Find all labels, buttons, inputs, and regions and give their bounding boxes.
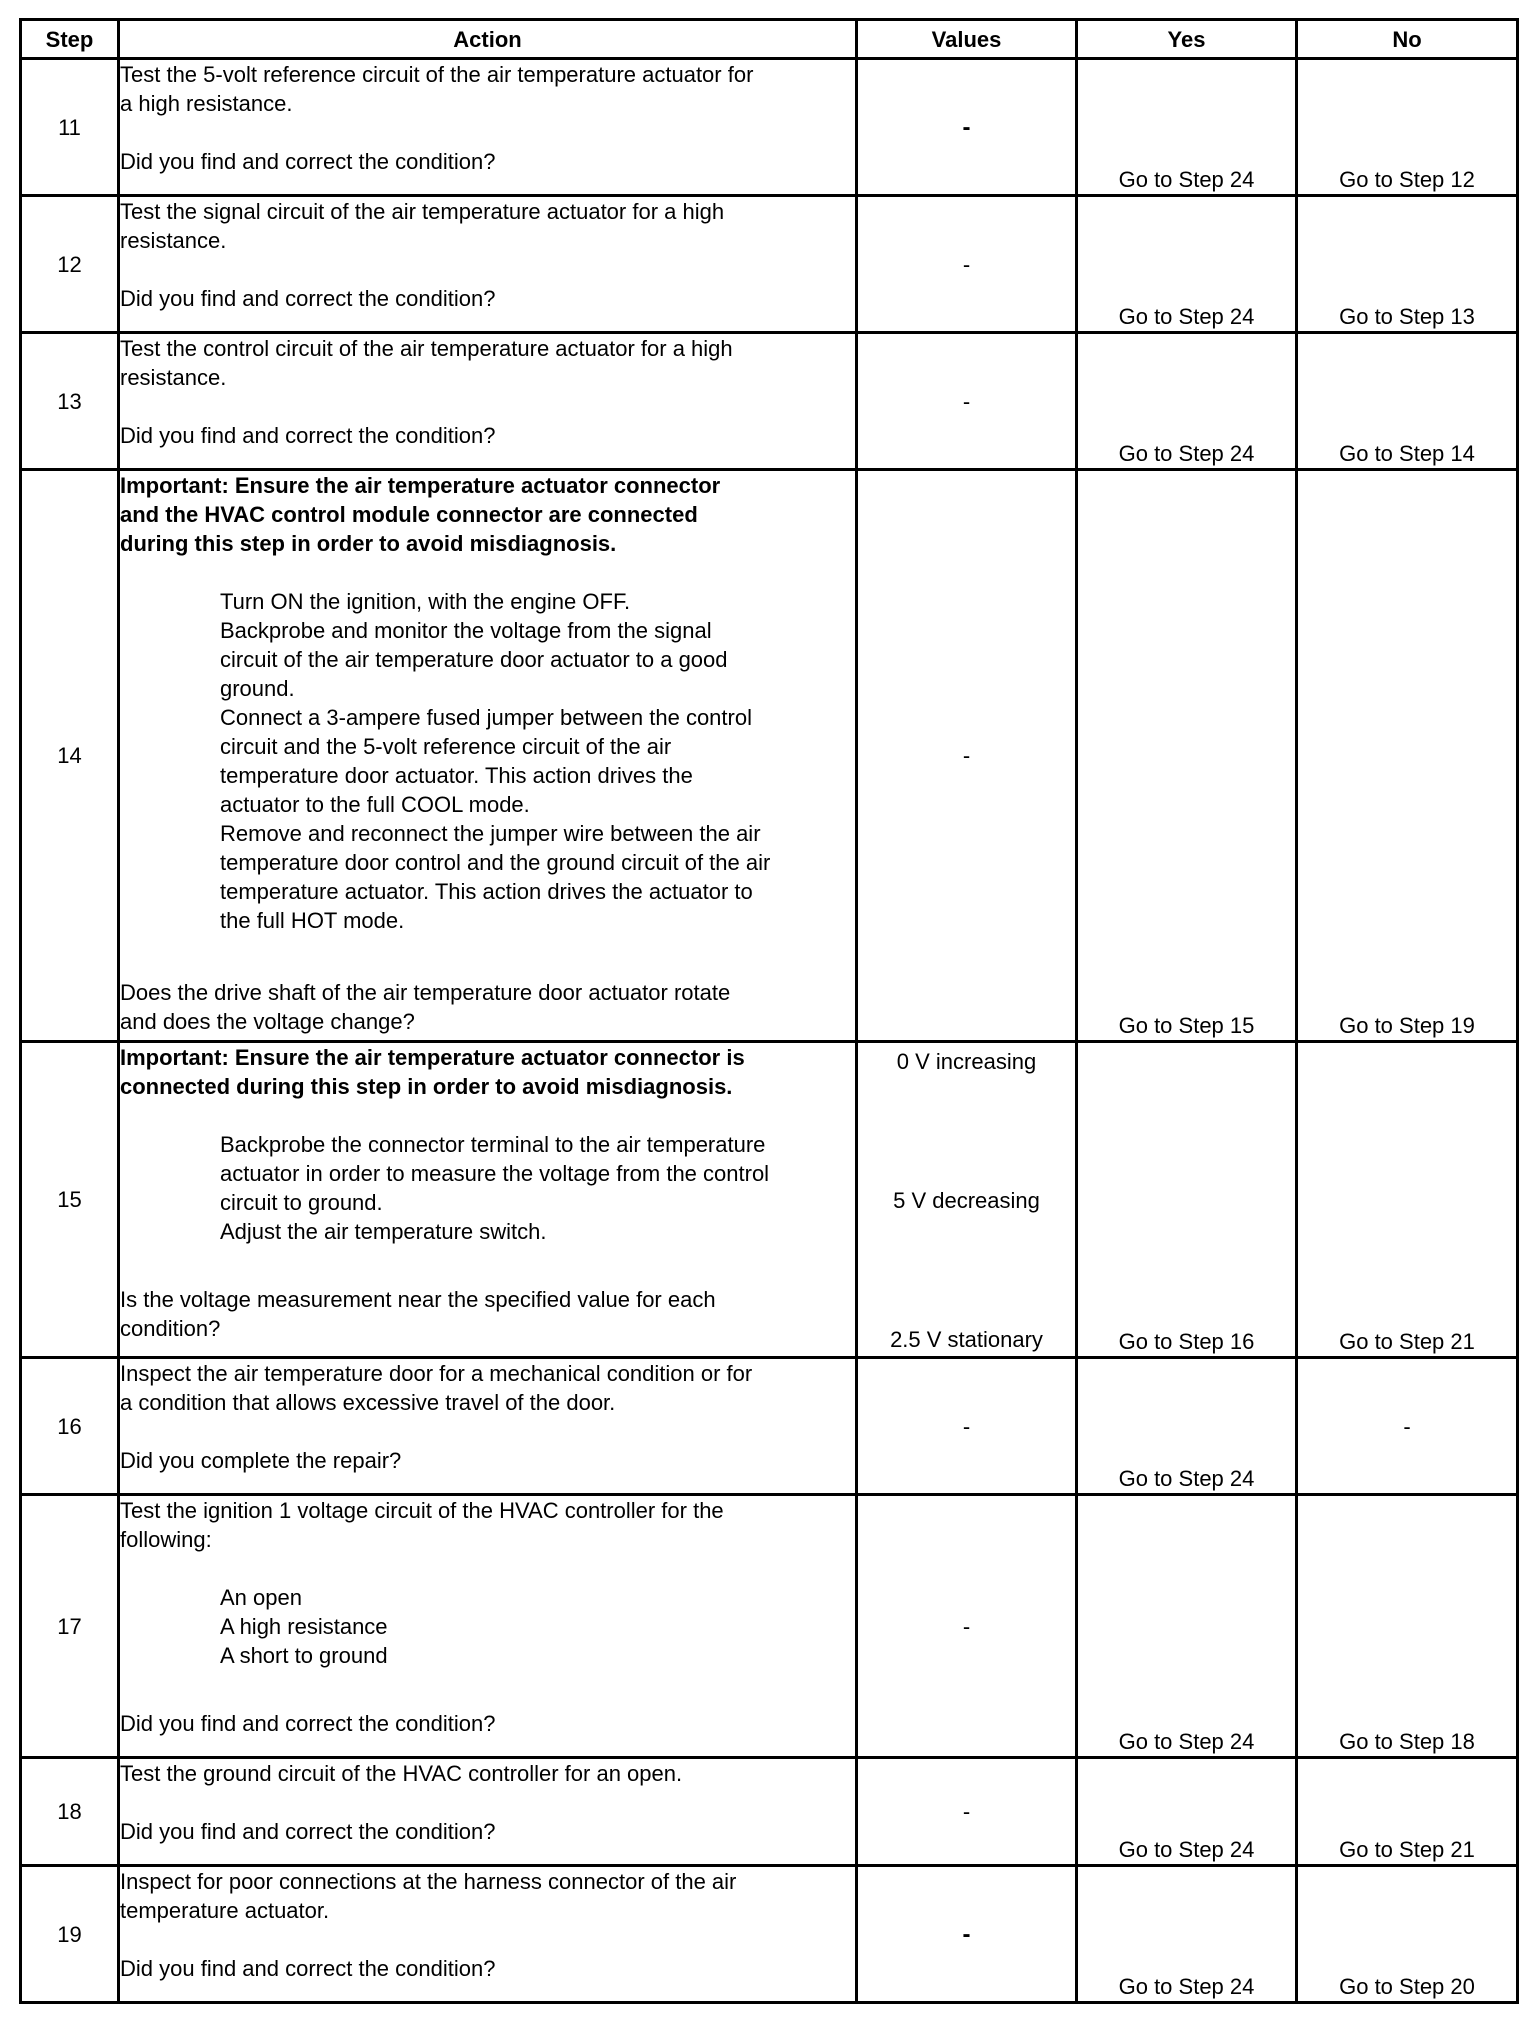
action-question: Did you find and correct the condition?: [120, 1819, 496, 1844]
yes-cell: Go to Step 24: [1077, 1358, 1297, 1495]
action-question: Did you find and correct the condition?: [120, 423, 496, 448]
important-note: and the HVAC control module connector are connected: [120, 502, 698, 527]
action-text: temperature actuator.: [120, 1898, 330, 1923]
no-cell: Go to Step 18: [1297, 1495, 1518, 1758]
procedure-line: actuator to the full COOL mode.: [220, 792, 530, 817]
step-number: 17: [21, 1495, 119, 1758]
action-question: Is the voltage measurement near the specified value for each: [120, 1287, 716, 1312]
action-cell: [119, 1042, 857, 1358]
yes-cell: Go to Step 24: [1077, 333, 1297, 470]
procedure-line: circuit and the 5-volt reference circuit of the air: [220, 734, 672, 759]
procedure-line: temperature actuator. This action drives the actuator to: [220, 879, 753, 904]
value-cell: -: [857, 1866, 1077, 2003]
procedure-line: A high resistance: [220, 1614, 388, 1639]
header-row: [21, 20, 1518, 59]
yes-cell: Go to Step 24: [1077, 1866, 1297, 2003]
yes-cell: Go to Step 24: [1077, 196, 1297, 333]
yes-cell: Go to Step 24: [1077, 59, 1297, 196]
step-number: 19: [21, 1866, 119, 2003]
table-row: [21, 1758, 1518, 1866]
no-cell: Go to Step 13: [1297, 196, 1518, 333]
yes-cell: Go to Step 24: [1077, 1495, 1297, 1758]
yes-cell: Go to Step 16: [1077, 1042, 1297, 1358]
important-note: connected during this step in order to avoid misdiagnosis.: [120, 1074, 733, 1099]
no-cell: Go to Step 19: [1297, 470, 1518, 1042]
action-text: Inspect the air temperature door for a mechanical condition or for: [120, 1361, 753, 1386]
procedure-line: A short to ground: [220, 1643, 388, 1668]
procedure-line: circuit of the air temperature door actuator to a good: [220, 647, 728, 672]
action-cell: [119, 1495, 857, 1758]
procedure-line: An open: [220, 1585, 302, 1610]
action-question: and does the voltage change?: [120, 1009, 415, 1034]
col-header-values: Values: [857, 20, 1077, 59]
step-number: 16: [21, 1358, 119, 1495]
value-cell: -: [857, 1358, 1077, 1495]
step-number: 11: [21, 59, 119, 196]
table-row: [21, 1495, 1518, 1758]
step-number: 15: [21, 1042, 119, 1358]
no-cell: Go to Step 21: [1297, 1042, 1518, 1358]
action-text: Inspect for poor connections at the harness connector of the air: [120, 1869, 737, 1894]
action-text: Test the 5-volt reference circuit of the air temperature actuator for: [120, 62, 754, 87]
table-row: [21, 1042, 1518, 1358]
yes-cell: Go to Step 24: [1077, 1758, 1297, 1866]
value-cell: -: [857, 1758, 1077, 1866]
procedure-line: temperature door control and the ground circuit of the air: [220, 850, 771, 875]
value-cell: -: [857, 59, 1077, 196]
action-question: Did you find and correct the condition?: [120, 1711, 496, 1736]
action-cell: [119, 470, 857, 1042]
action-cell: [119, 1866, 857, 2003]
value-cell: -: [857, 470, 1077, 1042]
yes-cell: Go to Step 15: [1077, 470, 1297, 1042]
action-text: resistance.: [120, 365, 227, 390]
value-cell: -: [857, 196, 1077, 333]
value-item: 5 V decreasing: [893, 1188, 1040, 1213]
procedure-line: Backprobe and monitor the voltage from the signal: [220, 618, 712, 643]
table-row: [21, 196, 1518, 333]
value-cell: [857, 1042, 1077, 1358]
procedure-line: Connect a 3-ampere fused jumper between the control: [220, 705, 752, 730]
procedure-line: the full HOT mode.: [220, 908, 405, 933]
procedure-line: Remove and reconnect the jumper wire between the air: [220, 821, 761, 846]
procedure-line: Backprobe the connector terminal to the air temperature: [220, 1132, 766, 1157]
col-header-no: No: [1297, 20, 1518, 59]
step-number: 14: [21, 470, 119, 1042]
action-question: Did you find and correct the condition?: [120, 1956, 496, 1981]
diagnostic-table: [19, 18, 1519, 2004]
table-row: [21, 333, 1518, 470]
action-question: Did you complete the repair?: [120, 1448, 402, 1473]
no-cell: Go to Step 12: [1297, 59, 1518, 196]
action-text: following:: [120, 1527, 212, 1552]
important-note: Important: Ensure the air temperature actuator connector is: [120, 1045, 745, 1070]
table-row: [21, 470, 1518, 1042]
no-cell: Go to Step 21: [1297, 1758, 1518, 1866]
action-question: Did you find and correct the condition?: [120, 286, 496, 311]
step-number: 12: [21, 196, 119, 333]
step-number: 13: [21, 333, 119, 470]
important-note: Important: Ensure the air temperature actuator connector: [120, 473, 721, 498]
action-question: Does the drive shaft of the air temperature door actuator rotate: [120, 980, 731, 1005]
col-header-step: Step: [21, 20, 119, 59]
procedure-line: actuator in order to measure the voltage from the control: [220, 1161, 770, 1186]
action-cell: [119, 196, 857, 333]
procedure-line: ground.: [220, 676, 295, 701]
action-question: condition?: [120, 1316, 221, 1341]
action-cell: [119, 1358, 857, 1495]
procedure-line: Adjust the air temperature switch.: [220, 1219, 547, 1244]
important-note: during this step in order to avoid misdiagnosis.: [120, 531, 617, 556]
action-text: Test the ignition 1 voltage circuit of the HVAC controller for the: [120, 1498, 724, 1523]
procedure-line: Turn ON the ignition, with the engine OFF.: [220, 589, 631, 614]
no-cell: Go to Step 14: [1297, 333, 1518, 470]
action-text: a high resistance.: [120, 91, 293, 116]
action-cell: [119, 333, 857, 470]
action-text: a condition that allows excessive travel of the door.: [120, 1390, 616, 1415]
action-text: resistance.: [120, 228, 227, 253]
action-text: Test the control circuit of the air temperature actuator for a high: [120, 336, 733, 361]
table-row: [21, 1866, 1518, 2003]
no-cell: -: [1297, 1358, 1518, 1495]
procedure-line: circuit to ground.: [220, 1190, 383, 1215]
action-cell: [119, 59, 857, 196]
value-cell: -: [857, 1495, 1077, 1758]
no-cell: Go to Step 20: [1297, 1866, 1518, 2003]
action-text: Test the signal circuit of the air temperature actuator for a high: [120, 199, 725, 224]
value-item: 2.5 V stationary: [890, 1327, 1043, 1352]
step-number: 18: [21, 1758, 119, 1866]
table-row: [21, 1358, 1518, 1495]
value-item: 0 V increasing: [896, 1049, 1037, 1074]
procedure-line: temperature door actuator. This action drives the: [220, 763, 693, 788]
col-header-action: Action: [119, 20, 857, 59]
value-cell: -: [857, 333, 1077, 470]
action-question: Did you find and correct the condition?: [120, 149, 496, 174]
action-cell: [119, 1758, 857, 1866]
action-text: Test the ground circuit of the HVAC controller for an open.: [120, 1761, 683, 1786]
col-header-yes: Yes: [1077, 20, 1297, 59]
table-row: [21, 59, 1518, 196]
